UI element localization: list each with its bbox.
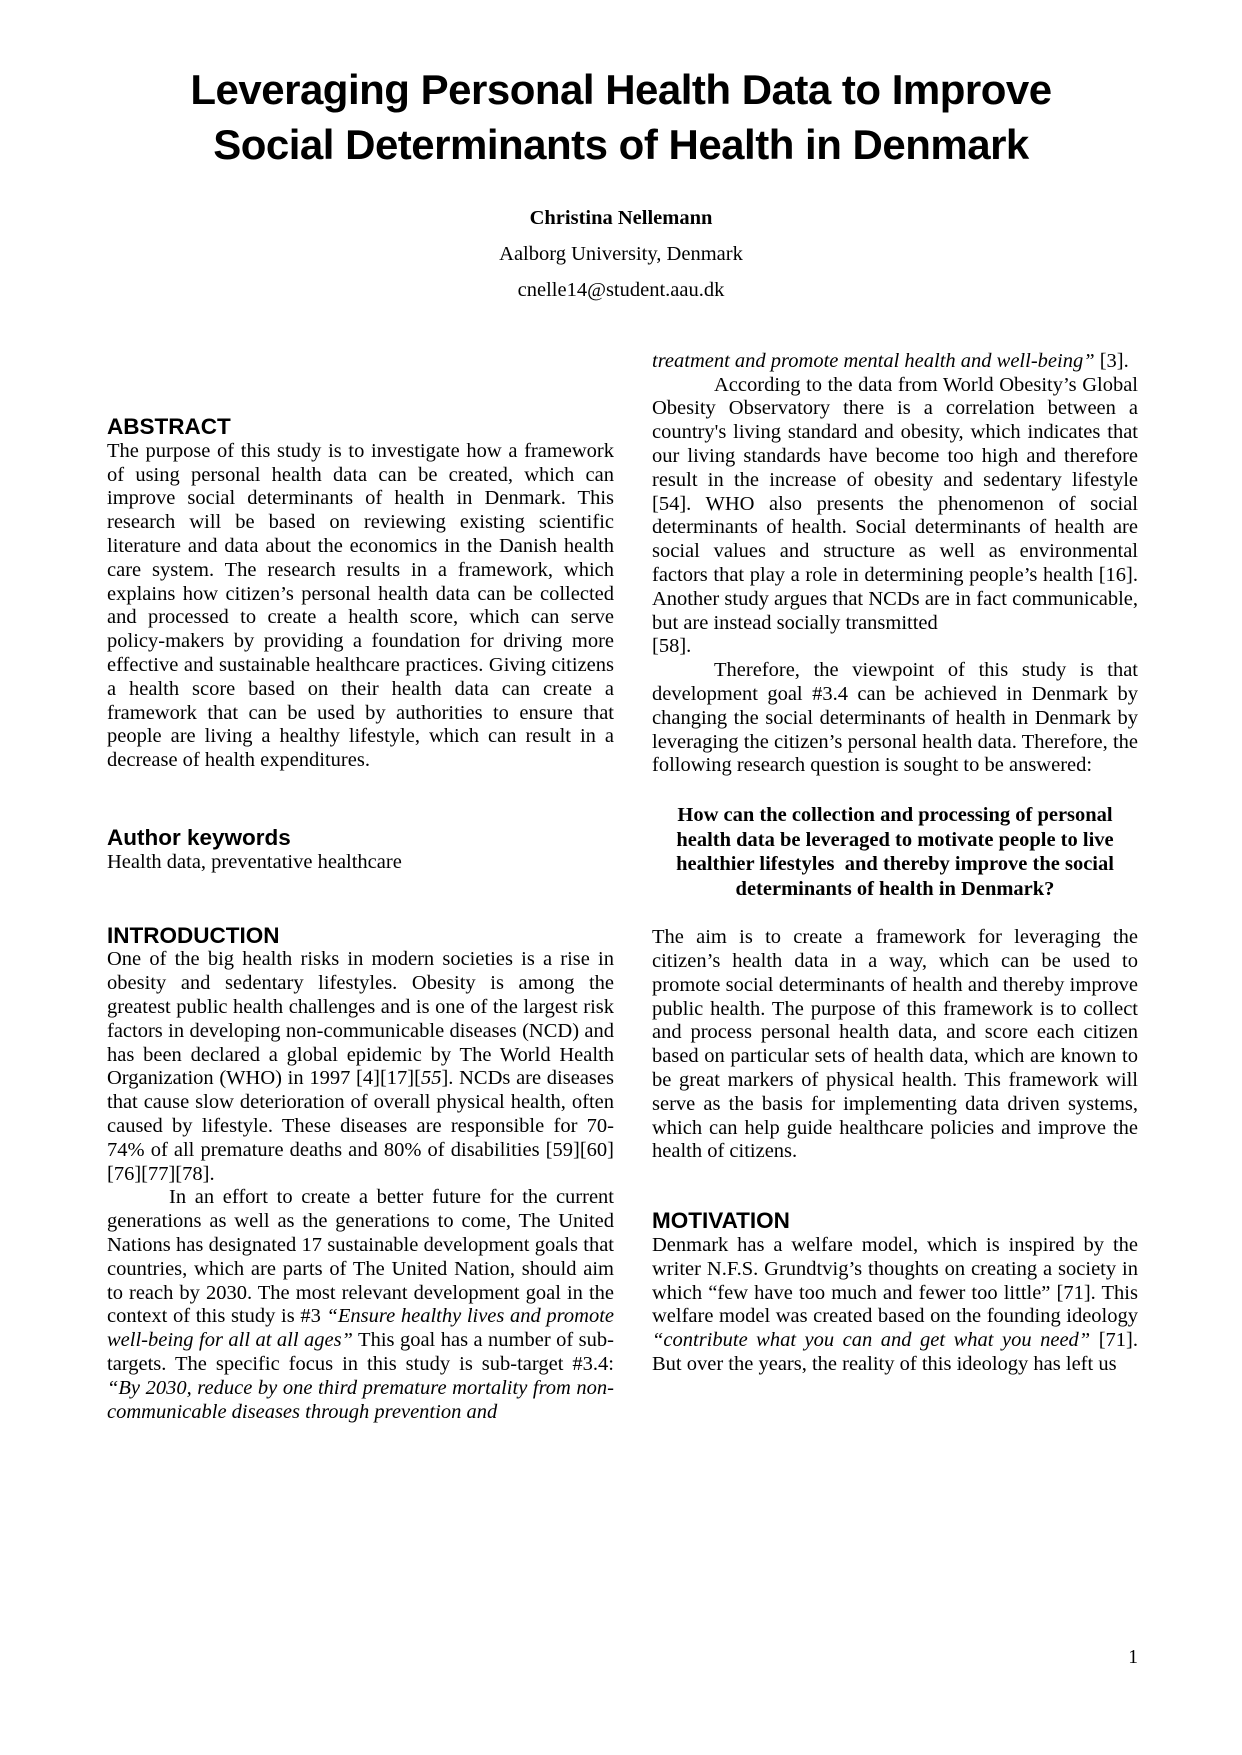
column-right — [652, 350, 1138, 1377]
section-heading-author-keywords: Author keywords — [107, 824, 291, 850]
section-heading-introduction: INTRODUCTION — [107, 922, 280, 948]
aim-paragraph: The aim is to create a framework for leveraging the citizen’s health data in a way, which can be used to promote social determinants of health and thereby improve public health. The purpose of this framework is to collect and process personal health data, and score each citizen based on particular sets of health data, which are known to be great markers of physical health. This framework will serve as the basis for implementing data driven systems, which can help guide healthcare policies and improve the health of citizens. — [652, 926, 1138, 1163]
viewpoint-paragraph: Therefore, the viewpoint of this study is that development goal #3.4 can be achieved in Denmark by changing the social determinants of health in Denmark by leveraging the citizen’s personal health data. Therefore, the following research question is sought to be answered: — [652, 659, 1138, 777]
introduction-paragraph-2: In an effort to create a better future for the current generations as well as the generations to come, The United Nations has designated 17 sustainable development goals that countries, which are parts of The United Nation, should aim to reach by 2030. The most relevant development goal in the context of this study is #3 “Ensure healthy lives and promote well-being for all at all ages” This goal has a number of sub-targets. The specific focus in this study is sub-target #3.4: “By 2030, reduce by one third premature mortality from non-communicable diseases through prevention and — [107, 1186, 614, 1423]
section-heading-motivation: MOTIVATION — [652, 1208, 790, 1234]
abstract-paragraph: The purpose of this study is to investigate how a framework of using personal health data can be created, which can improve social determinants of health in Denmark. This research will be based on reviewing existing scientific literature and data about the economics in the Danish health care system. The research results in a framework, which explains how citizen’s personal health data can be collected and processed to create a health score, which can serve policy-makers by providing a foundation for driving more effective and sustainable healthcare practices. Giving citizens a health score based on their health data can create a framework that can be used by authorities to ensure that people are living a healthy lifestyle, which can result in a decrease of health expenditures. — [107, 439, 614, 772]
author-name: Christina Nellemann — [529, 206, 713, 229]
introduction-paragraph-1: One of the big health risks in modern societies is a rise in obesity and sedentary lifestyles. Obesity is among the greatest public health challenges and is one of the largest risk factors in developing non-communicable diseases (NCD) and has been declared a global epidemic by The World Health Organization (WHO) in 1997 [4][17][55]. NCDs are diseases that cause slow deterioration of overall physical health, often caused by lifestyle. These diseases are responsible for 70-74% of all premature deaths and 80% of disabilities [59][60][76][77][78]. — [107, 948, 614, 1185]
research-question: How can the collection and processing of personal health data be leveraged to motivate people to live healthier lifestyles and thereby improve the social determinants of health in Denmark? — [676, 804, 1114, 900]
continuation-paragraph: treatment and promote mental health and well-being” [3]. — [652, 349, 1129, 372]
paper-title: Leveraging Personal Health Data to Improve Social Determinants of Health in Denmark — [190, 66, 1052, 169]
two-column-body — [107, 350, 1242, 1425]
obesity-observatory-paragraph: According to the data from World Obesity’s Global Obesity Observatory there is a correlation between a country's living standard and obesity, which indicates that our living standards have become too high and therefore result in the increase of obesity and sedentary lifestyle [54]. WHO also presents the phenomenon of social determinants of health. Social determinants of health are social values and structure as well as environmental factors that play a role in determining people’s health [16]. Another study argues that NCDs are in fact communicable, but are instead socially transmitted [58]. — [652, 373, 1138, 658]
author-email: cnelle14@student.aau.dk — [517, 278, 725, 301]
motivation-paragraph: Denmark has a welfare model, which is inspired by the writer N.F.S. Grundtvig’s thoughts on creating a society in which “few have too much and fewer too little” [71]. This welfare model was created based on the founding ideology “contribute what you can and get what you need” [71]. But over the years, the reality of this ideology has left us — [652, 1234, 1138, 1376]
section-heading-abstract: ABSTRACT — [107, 413, 231, 439]
page-number: 1 — [1128, 1647, 1138, 1668]
author-keywords-text: Health data, preventative healthcare — [107, 850, 402, 873]
column-left — [107, 350, 614, 1425]
author-block — [0, 207, 1242, 302]
author-affiliation: Aalborg University, Denmark — [499, 242, 743, 265]
